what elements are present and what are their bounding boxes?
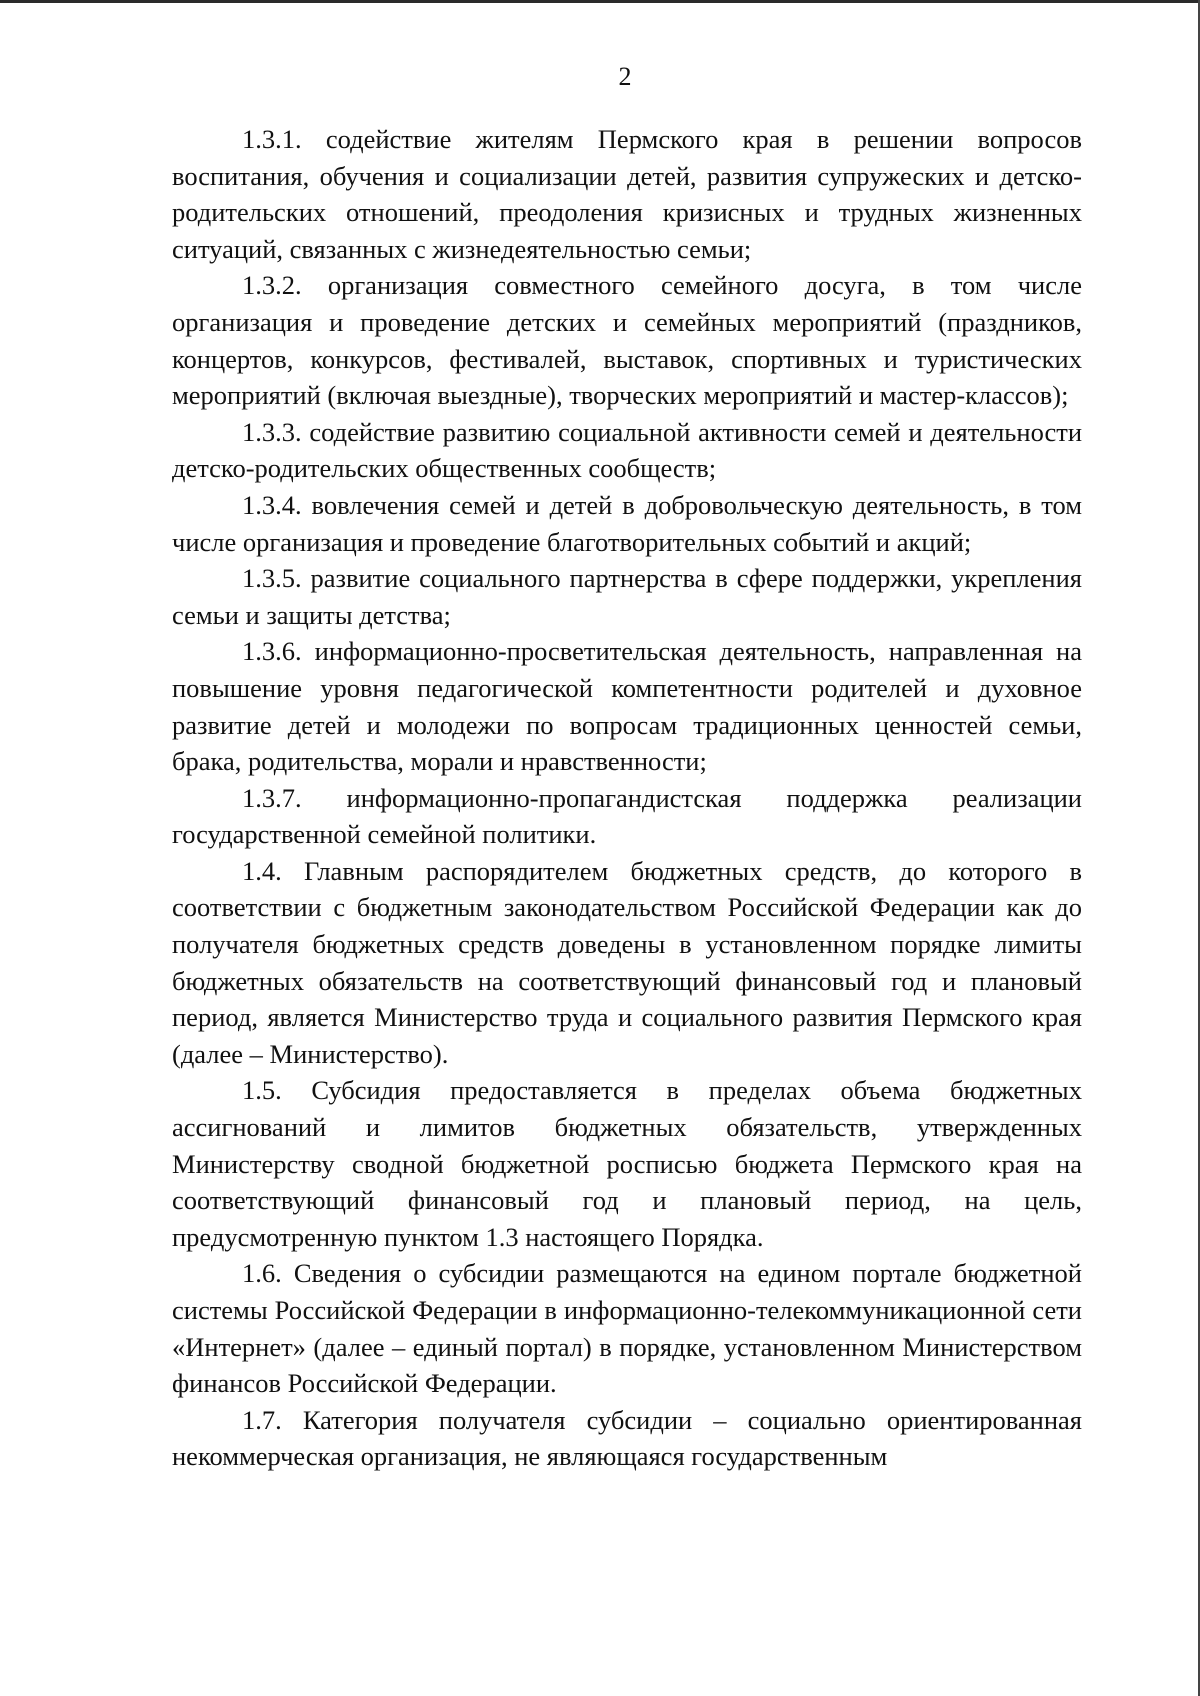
clause-1-3-4: 1.3.4. вовлечения семей и детей в добровольческую деятельность, в том числе организация и проведение благотворительных событий и акций;	[172, 489, 1082, 557]
clause-1-5: 1.5. Субсидия предоставляется в пределах объема бюджетных ассигнований и лимитов бюджетных обязательств, утвержденных Министерству сводной бюджетной росписью бюджета Пермского края на соответствующий финансовый год и плановый период, на цель, предусмотренную пунктом 1.3 настоящего Порядка.	[172, 1075, 1082, 1252]
scan-edge-top	[0, 0, 1200, 3]
clause-1-3-6: 1.3.6. информационно-просветительская деятельность, направленная на повышение уровня педагогической компетентности родителей и духовное развитие детей и молодежи по вопросам традиционных ценностей семьи, брака, родительства, морали и нравственности;	[172, 636, 1082, 777]
clause-1-3-1: 1.3.1. содействие жителям Пермского края в решении вопросов воспитания, обучения и социализации детей, развития супружеских и детско-родительских отношений, преодоления кризисных и трудных жизненных ситуаций, связанных с жизнедеятельностью семьи;	[172, 124, 1082, 264]
clause-1-4: 1.4. Главным распорядителем бюджетных средств, до которого в соответствии с бюджетным законодательством Российской Федерации как до получателя бюджетных средств доведены в установленном порядке лимиты бюджетных обязательств на соответствующий финансовый год и плановый период, является Министерство труда и социального развития Пермского края (далее – Министерство).	[172, 855, 1082, 1069]
document-body	[172, 121, 1082, 1475]
clause-1-3-3: 1.3.3. содействие развитию социальной активности семей и деятельности детско-родительских общественных сообществ;	[172, 416, 1082, 484]
clause-1-3-5: 1.3.5. развитие социального партнерства в сфере поддержки, укрепления семьи и защиты детства;	[172, 563, 1082, 630]
clause-1-3-7: 1.3.7. информационно-пропагандистская поддержка реализации государственной семейной политики.	[172, 782, 1082, 850]
clause-1-6: 1.6. Сведения о субсидии размещаются на едином портале бюджетной системы Российской Федерации в информационно-телекоммуникационной сети «Интернет» (далее – единый портал) в порядке, установленном Министерством финансов Российской Федерации.	[172, 1258, 1082, 1399]
page-number: 2	[618, 62, 632, 91]
clause-1-3-2: 1.3.2. организация совместного семейного досуга, в том числе организация и проведение детских и семейных мероприятий (праздников, концертов, конкурсов, фестивалей, выставок, спортивных и туристических мероприятий (включая выездные), творческих мероприятий и мастер-классов);	[172, 270, 1082, 411]
clause-1-7: 1.7. Категория получателя субсидии – социально ориентированная некоммерческая организация, не являющаяся государственным	[172, 1404, 1082, 1472]
